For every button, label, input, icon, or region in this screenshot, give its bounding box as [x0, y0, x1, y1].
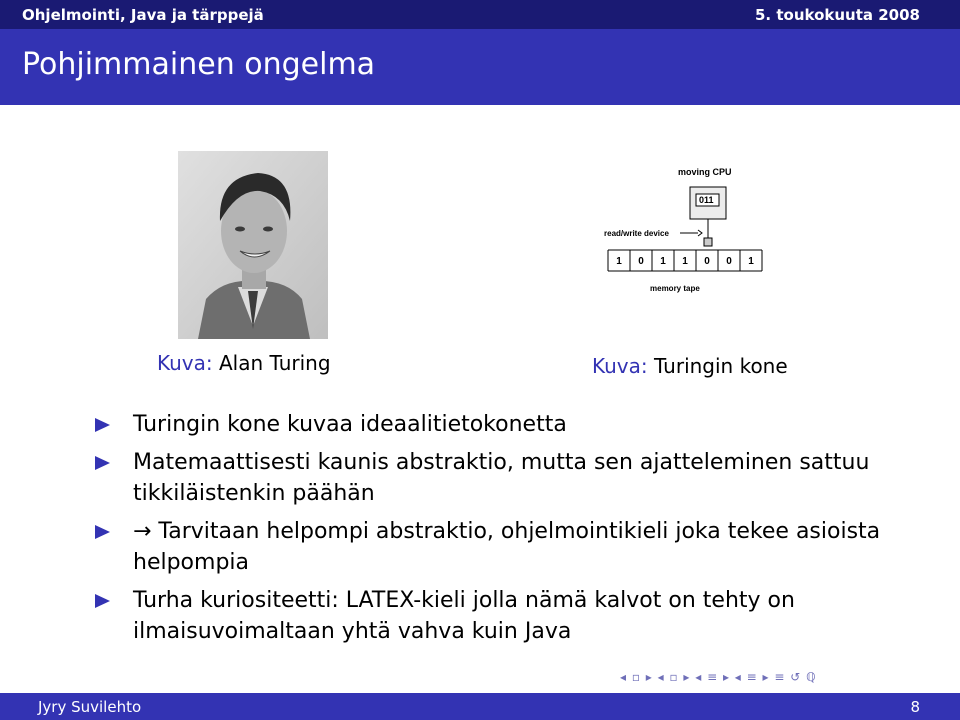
bullet-item — [95, 447, 915, 509]
tape-cell: 0 — [726, 256, 732, 267]
header-date: 5. toukokuuta 2008 — [755, 6, 920, 24]
triangle-bullet-icon — [95, 456, 110, 470]
title-bar — [0, 29, 960, 105]
alan-turing-photo — [178, 151, 328, 339]
header-course-title: Ohjelmointi, Java ja tärppejä — [22, 6, 264, 24]
slide-title: Pohjimmainen ongelma — [22, 47, 376, 82]
bullet-text: Turha kuriositeetti: LATEX-kieli jolla nämä kalvot on tehty on ilmaisuvoimaltaan yhtä vahva kuin Java — [133, 588, 795, 644]
caption-prefix: Kuva: — [157, 351, 213, 375]
bullet-item — [95, 585, 915, 647]
device-label: read/write device — [604, 229, 669, 238]
bullet-text: Matemaattisesti kaunis abstraktio, mutta sen ajatteleminen sattuu tikkiläistenkin päähän — [133, 450, 870, 506]
triangle-bullet-icon — [95, 418, 110, 432]
bullet-text: → Tarvitaan helpompi abstraktio, ohjelmointikieli joka tekee asioista helpompia — [133, 519, 881, 575]
beamer-navigation[interactable] — [620, 670, 817, 684]
triangle-bullet-icon — [95, 525, 110, 539]
caption-prefix: Kuva: — [592, 354, 648, 378]
bullet-text: Turingin kone kuvaa ideaalitietokonetta — [133, 412, 567, 437]
footer-author: Jyry Suvilehto — [38, 698, 142, 716]
bullet-item — [95, 409, 915, 440]
tape-cell: 1 — [616, 256, 622, 267]
tape-cell: 1 — [660, 256, 666, 267]
caption-text: Alan Turing — [218, 351, 331, 375]
caption-alan-turing — [157, 351, 331, 375]
tape-cell: 1 — [682, 256, 688, 267]
caption-turing-machine — [592, 354, 788, 378]
bullet-list — [95, 409, 915, 654]
tape-cell: 0 — [638, 256, 644, 267]
turing-machine-diagram — [600, 163, 770, 296]
caption-text: Turingin kone — [653, 354, 788, 378]
footer-bar — [0, 693, 960, 720]
footer-page-number: 8 — [910, 698, 920, 716]
navigation-symbols[interactable]: ◂ ▫ ▸ ◂ ▫ ▸ ◂ ≡ ▸ ◂ ≡ ▸ ≡ ↺ ℚ — [620, 670, 817, 684]
bullet-item — [95, 516, 915, 578]
tape-label: memory tape — [650, 284, 700, 293]
triangle-bullet-icon — [95, 594, 110, 608]
cpu-label: moving CPU — [678, 167, 732, 177]
cpu-state: 011 — [699, 195, 714, 205]
header-bar — [0, 0, 960, 29]
tape-cell: 0 — [704, 256, 710, 267]
tape-cell: 1 — [748, 256, 754, 267]
